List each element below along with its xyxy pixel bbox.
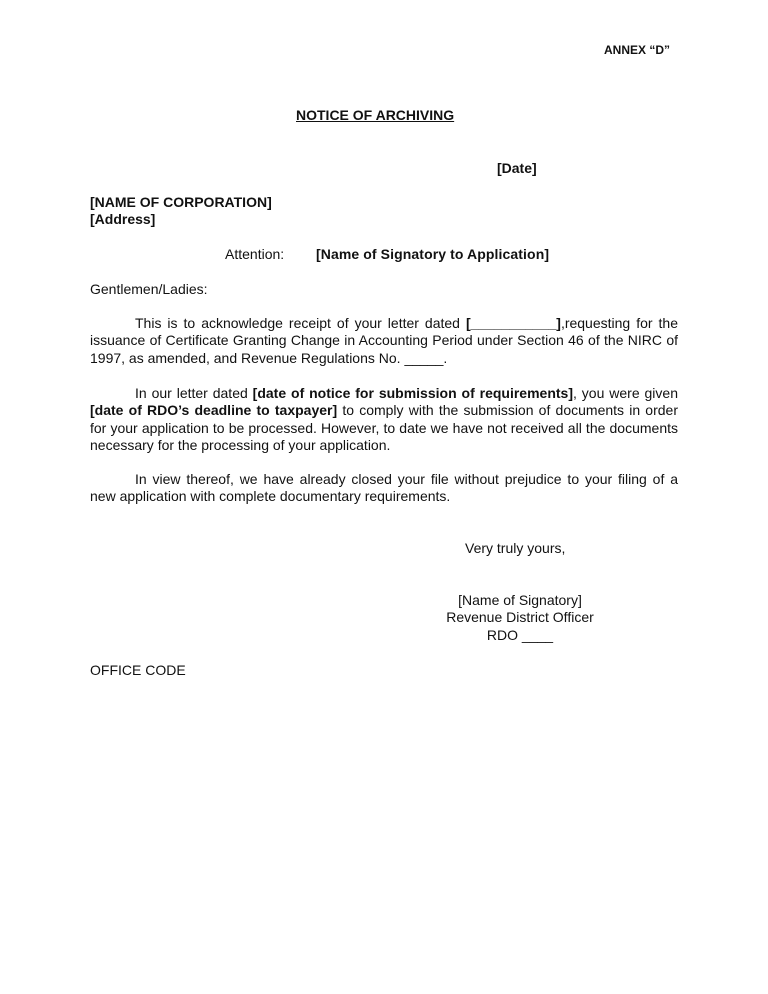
corporation-address: [Address] <box>90 211 156 227</box>
paragraph-closure: In view thereof, we have already closed your file without prejudice to your filing of a new application with complete documentary requirements. <box>90 471 678 505</box>
paragraph1-text-after: ,requesting for the issuance of Certificate Granting Change in Accounting Period under Section 46 of the NIRC of 1997, as amended, and Revenue Regulations No. _____. <box>90 315 678 366</box>
paragraph-acknowledgement <box>90 315 678 367</box>
letter-date-blank: [___________] <box>465 315 561 331</box>
paragraph-notice <box>90 385 678 454</box>
annex-label: ANNEX “D” <box>604 43 671 57</box>
paragraph1-text-before: This is to acknowledge receipt of your letter dated <box>135 315 466 331</box>
paragraph2-text-3: to comply with the submission of documents in order for your application to be processed. However, to date we have not received all the documents necessary for the processing of your application. <box>90 402 678 453</box>
signature-block <box>420 592 620 644</box>
notice-date-placeholder: [date of notice for submission of requirements] <box>252 385 573 401</box>
attention-value: [Name of Signatory to Application] <box>316 246 550 262</box>
paragraph2-text-1: In our letter dated <box>135 385 253 401</box>
addressee-block <box>90 194 272 228</box>
attention-label: Attention: <box>225 246 285 262</box>
rdo-number: RDO ____ <box>486 626 554 643</box>
signatory-name: [Name of Signatory] <box>458 592 582 608</box>
corporation-name: [NAME OF CORPORATION] <box>90 194 272 210</box>
deadline-placeholder: [date of RDO’s deadline to taxpayer] <box>90 402 338 419</box>
paragraph2-text-2: , you were given <box>573 385 678 401</box>
document-title: NOTICE OF ARCHIVING <box>296 107 455 123</box>
signatory-position: Revenue District Officer <box>446 609 594 626</box>
salutation: Gentlemen/Ladies: <box>90 281 208 297</box>
letter-date: [Date] <box>497 160 537 176</box>
office-code: OFFICE CODE <box>90 662 186 678</box>
closing-phrase: Very truly yours, <box>465 540 566 556</box>
